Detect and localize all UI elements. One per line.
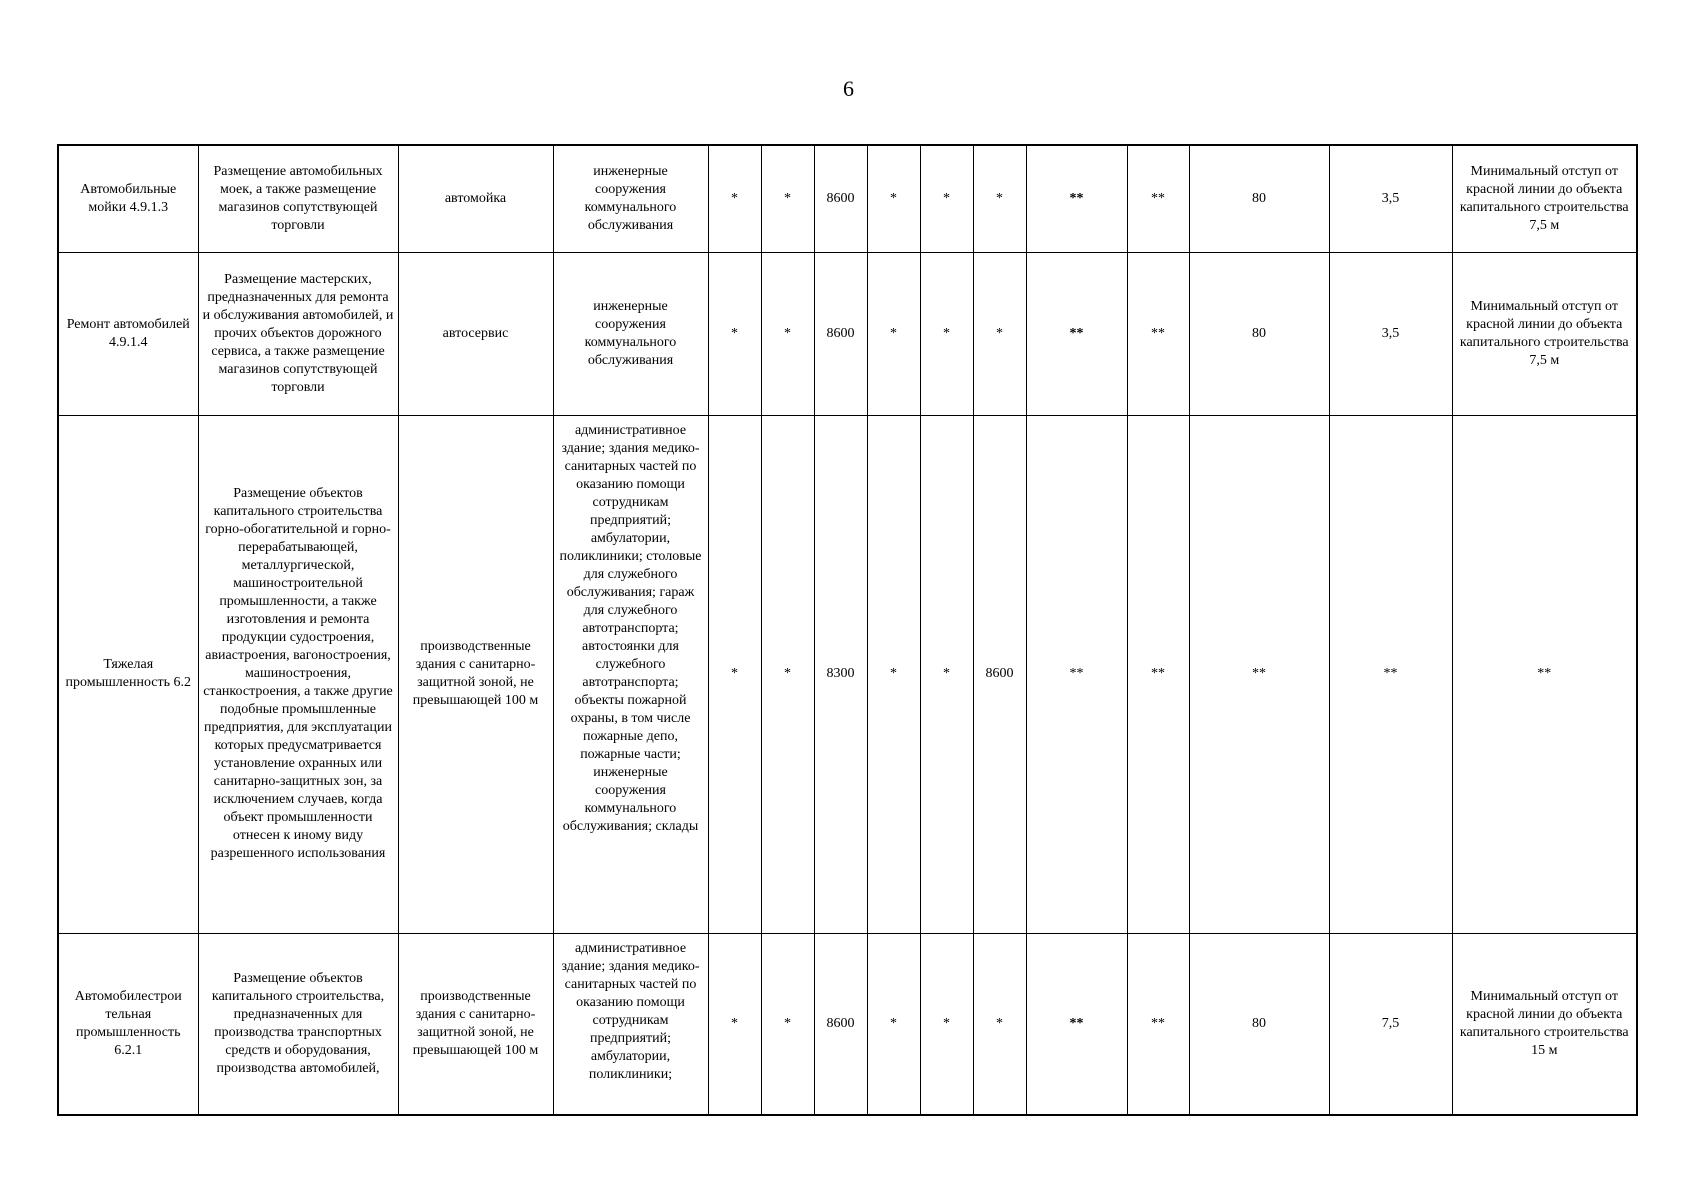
page-number: 6 [843,76,854,101]
use-description: Размещение автомобильных моек, а также размещение магазинов сопутствующей торговли [198,145,398,252]
param-cell: 8600 [814,252,867,415]
param-cell: ** [1189,415,1329,933]
note-cell: ** [1452,415,1637,933]
param-cell: * [761,933,814,1115]
param-cell: * [761,415,814,933]
use-description: Размещение объектов капитального строительства горно-обогатительной и горно-перерабатывающей, металлургической, машиностроительной промышленности, а также изготовления и ремонта продукции судостроения, авиастроения, вагоностроения, машиностроения, станкостроения, а также другие подобные промышленные предприятия, для эксплуатации которых предусматривается установление охранных или санитарно-защитных зон, за исключением случаев, когда объект промышленности отнесен к иному виду разрешенного использования [198,415,398,933]
param-cell: 3,5 [1329,145,1452,252]
param-cell: 8600 [814,145,867,252]
param-cell: * [867,933,920,1115]
auxiliary-use: административное здание; здания медико-санитарных частей по оказанию помощи сотрудникам предприятий; амбулатории, поликлиники; столовые для служебного обслуживания; гараж для служебного автотранспорта; автостоянки для служебного автотранспорта; объекты пожарной охраны, в том числе пожарные депо, пожарные части; инженерные сооружения коммунального обслуживания; склады [553,415,708,933]
param-cell: 8600 [814,933,867,1115]
auxiliary-use: инженерные сооружения коммунального обслуживания [553,252,708,415]
param-cell: ** [1127,252,1189,415]
use-description: Размещение объектов капитального строительства, предназначенных для производства транспортных средств и оборудования, производства автомобилей, [198,933,398,1115]
param-cell: 80 [1189,252,1329,415]
param-cell: * [867,252,920,415]
note-cell: Минимальный отступ от красной линии до объекта капитального строительства 15 м [1452,933,1637,1115]
main-use: производственные здания с санитарно-защитной зоной, не превышающей 100 м [398,415,553,933]
param-cell: * [973,145,1026,252]
param-cell: 80 [1189,145,1329,252]
param-cell: ** [1026,933,1127,1115]
table-row [58,415,1637,933]
param-cell: ** [1329,415,1452,933]
table-row [58,933,1637,1115]
param-cell: 7,5 [1329,933,1452,1115]
param-cell: * [708,252,761,415]
note-cell: Минимальный отступ от красной линии до объекта капитального строительства 7,5 м [1452,252,1637,415]
main-use: автосервис [398,252,553,415]
param-cell: * [920,145,973,252]
use-type-name: Тяжелая промышленность 6.2 [58,415,198,933]
auxiliary-use: административное здание; здания медико-санитарных частей по оказанию помощи сотрудникам предприятий; амбулатории, поликлиники; [553,933,708,1115]
param-cell: * [761,252,814,415]
table-row [58,145,1637,252]
param-cell: ** [1026,145,1127,252]
param-cell: 3,5 [1329,252,1452,415]
param-cell: * [761,145,814,252]
param-cell: * [920,415,973,933]
param-cell: * [973,252,1026,415]
land-use-regulations-table [57,144,1638,1116]
use-type-name: Автомобилестрои тельная промышленность 6.2.1 [58,933,198,1115]
main-use: производственные здания с санитарно-защитной зоной, не превышающей 100 м [398,933,553,1115]
param-cell: ** [1127,415,1189,933]
param-cell: 8300 [814,415,867,933]
param-cell: ** [1026,252,1127,415]
param-cell: * [708,145,761,252]
use-description: Размещение мастерских, предназначенных для ремонта и обслуживания автомобилей, и прочих объектов дорожного сервиса, а также размещение магазинов сопутствующей торговли [198,252,398,415]
param-cell: * [708,415,761,933]
param-cell: 80 [1189,933,1329,1115]
use-type-name: Автомобильные мойки 4.9.1.3 [58,145,198,252]
main-use: автомойка [398,145,553,252]
param-cell: ** [1026,415,1127,933]
table-row [58,252,1637,415]
note-cell: Минимальный отступ от красной линии до объекта капитального строительства 7,5 м [1452,145,1637,252]
param-cell: * [867,145,920,252]
auxiliary-use: инженерные сооружения коммунального обслуживания [553,145,708,252]
param-cell: * [973,933,1026,1115]
param-cell: 8600 [973,415,1026,933]
param-cell: ** [1127,145,1189,252]
param-cell: * [867,415,920,933]
param-cell: * [920,933,973,1115]
use-type-name: Ремонт автомобилей 4.9.1.4 [58,252,198,415]
param-cell: * [920,252,973,415]
param-cell: ** [1127,933,1189,1115]
param-cell: * [708,933,761,1115]
